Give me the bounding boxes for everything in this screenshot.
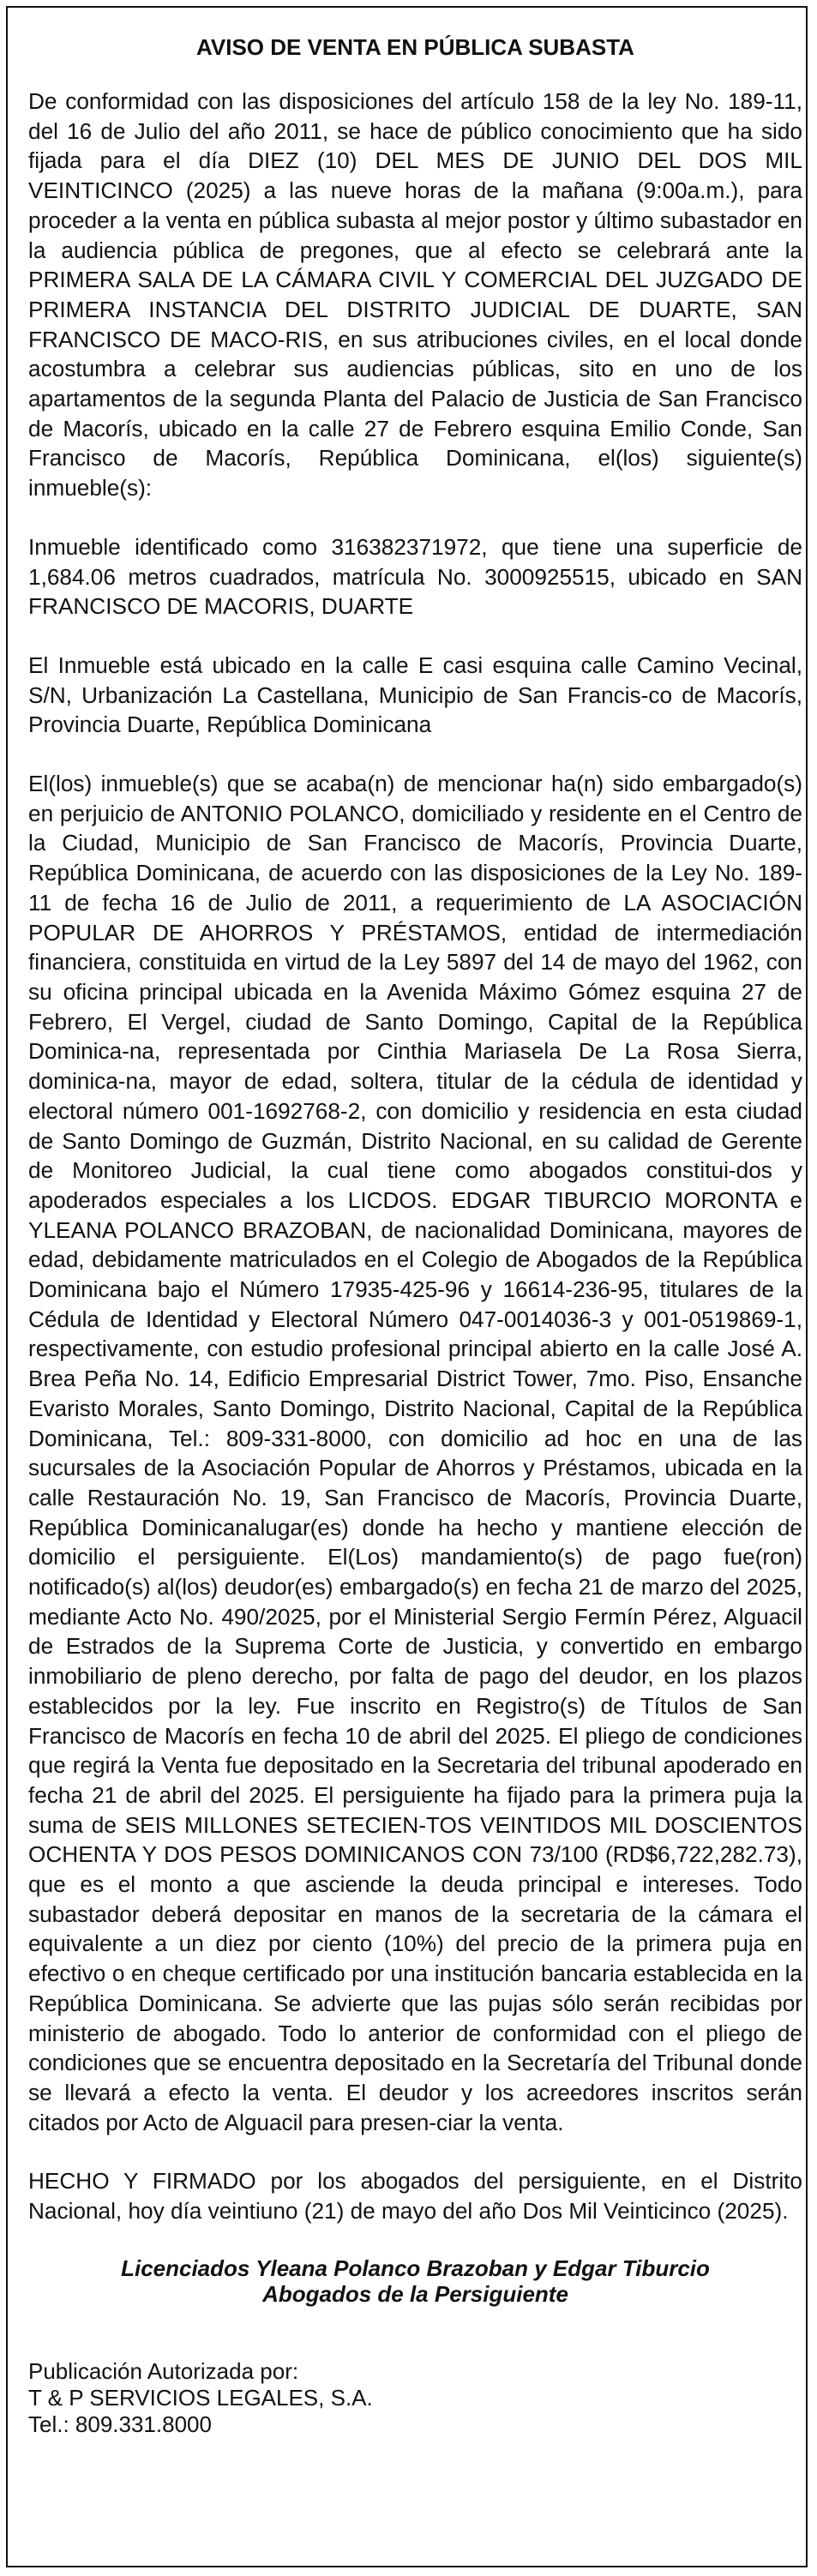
publisher-company: T & P SERVICIOS LEGALES, S.A. [28, 2384, 373, 2411]
publisher-label: Publicación Autorizada por: [28, 2357, 299, 2384]
signature-lawyers: Licenciados Yleana Polanco Brazoban y Edgar Tiburcio [121, 2255, 710, 2281]
paragraph-seizure-details: El(los) inmueble(s) que se acaba(n) de mencionar ha(n) sido embargado(s) en perjuicio de ANTONIO POLANCO, domiciliado y residente en el Centro de la Ciudad, Municipio de San Francisco de Macorís, Provincia Duarte, República Dominicana, de acuerdo con las disposiciones de la Ley No. 189-11 de fecha 16 de Julio de 2011, a requerimiento de LA ASOCIACIÓN POPULAR DE AHORROS Y PRÉSTAMOS, entidad de intermediación financiera, constituida en virtud de la Ley 5897 del 14 de mayo del 1962, con su oficina principal ubicada en la Avenida Máximo Gómez esquina 27 de Febrero, El Vergel, ciudad de Santo Domingo, Capital de la República Dominica-na, representada por Cinthia Mariasela De La Rosa Sierra, dominica-na, mayor de edad, soltera, titular de la cédula de identidad y electoral número 001-1692768-2, con domicilio y residencia en esta ciudad de Santo Domingo de Guzmán, Distrito Nacional, en su calidad de Gerente de Monitoreo Judicial, la cual tiene como abogados constitui-dos y apoderados especiales a los LICDOS. EDGAR TIBURCIO MORONTA e YLEANA POLANCO BRAZOBAN, de nacionalidad Dominicana, mayores de edad, debidamente matriculados en el Colegio de Abogados de la República Dominicana bajo el Número 17935-425-96 y 16614-236-95, titulares de la Cédula de Identidad y Electoral Número 047-0014036-3 y 001-0519869-1, respectivamente, con estudio profesional principal abierto en la calle José A. Brea Peña No. 14, Edificio Empresarial District Tower, 7mo. Piso, Ensanche Evaristo Morales, Santo Domingo, Distrito Nacional, Capital de la República Dominicana, Tel.: 809-331-8000, con domicilio ad hoc en una de las sucursales de la Asociación Popular de Ahorros y Préstamos, ubicada en la calle Restauración No. 19, San Francisco de Macorís, Provincia Duarte, República Dominicanalugar(es) donde ha hecho y mantiene elección de domicilio el persiguiente. El(Los) mandamiento(s) de pago fue(ron) notificado(s) al(los) deudor(es) embargado(s) en fecha 21 de marzo del 2025, mediante Acto No. 490/2025, por el Ministerial Sergio Fermín Pérez, Alguacil de Estrados de la Suprema Corte de Justicia, y convertido en embargo inmobiliario de pleno derecho, por falta de pago del deudor, en los plazos establecidos por la ley. Fue inscrito en Registro(s) de Títulos de San Francisco de Macorís en fecha 10 de abril del 2025. El pliego de condiciones que regirá la Venta fue depositado en la Secretaria del tribunal apoderado en fecha 21 de abril del 2025. El persiguiente ha fijado para la primera puja la suma de SEIS MILLONES SETECIEN-TOS VEINTIDOS MIL DOSCIENTOS OCHENTA Y DOS PESOS DOMINICANOS CON 73/100 (RD$6,722,282.73), que es el monto a que asciende la deuda principal e intereses. Todo subastador deberá depositar en manos de la secretaria de la cámara el equivalente a un diez por ciento (10%) del precio de la primera puja en efectivo o en cheque certificado por una institución bancaria establecida en la República Dominicana. Se advierte que las pujas sólo serán recibidas por ministerio de abogado. Todo lo anterior de conformidad con el pliego de condiciones que se encuentra depositado en la Secretaría del Tribunal donde se llevará a efecto la venta. El deudor y los acreedores inscritos serán citados por Acto de Alguacil para presen-ciar la venta. [28, 771, 802, 2135]
paragraph-property-identification: Inmueble identificado como 316382371972, que tiene una superficie de 1,684.06 metros cuadrados, matrícula No. 3000925515, ubicado en SAN FRANCISCO DE MACORIS, DUARTE [28, 533, 802, 620]
notice-title: AVISO DE VENTA EN PÚBLICA SUBASTA [196, 34, 634, 60]
paragraph-auction-announcement: De conformidad con las disposiciones del artículo 158 de la ley No. 189-11, del 16 de Julio del año 2011, se hace de público conocimiento que ha sido fijada para el día DIEZ (10) DEL MES DE JUNIO DEL DOS MIL VEINTICINCO (2025) a las nueve horas de la mañana (9:00a.m.), para proceder a la venta en pública subasta al mejor postor y último subastador en la audiencia pública de pregones, que al efecto se celebrará ante la PRIMERA SALA DE LA CÁMARA CIVIL Y COMERCIAL DEL JUZGADO DE PRIMERA INSTANCIA DEL DISTRITO JUDICIAL DE DUARTE, SAN FRANCISCO DE MACO-RIS, en sus atribuciones civiles, en el local donde acostumbra a celebrar sus audiencias públicas, sito en uno de los apartamentos de la segunda Planta del Palacio de Justicia de San Francisco de Macorís, ubicado en la calle 27 de Febrero esquina Emilio Conde, San Francisco de Macorís, República Dominicana, el(los) siguiente(s) inmueble(s): [28, 88, 802, 501]
notice-frame [6, 6, 808, 2567]
paragraph-signed-date: HECHO Y FIRMADO por los abogados del persiguiente, en el Distrito Nacional, hoy día veintiuno (21) de mayo del año Dos Mil Veinticinco (2025). [28, 2168, 802, 2225]
paragraph-property-location: El Inmueble está ubicado en la calle E casi esquina calle Camino Vecinal, S/N, Urbanización La Castellana, Municipio de San Francis-co de Macorís, Provincia Duarte, República Dominicana [28, 652, 802, 738]
publisher-block [28, 2358, 802, 2438]
signature-block [28, 2255, 802, 2307]
publisher-phone: Tel.: 809.331.8000 [28, 2411, 212, 2437]
signature-role: Abogados de la Persiguiente [262, 2280, 568, 2307]
notice-content [28, 33, 802, 2438]
